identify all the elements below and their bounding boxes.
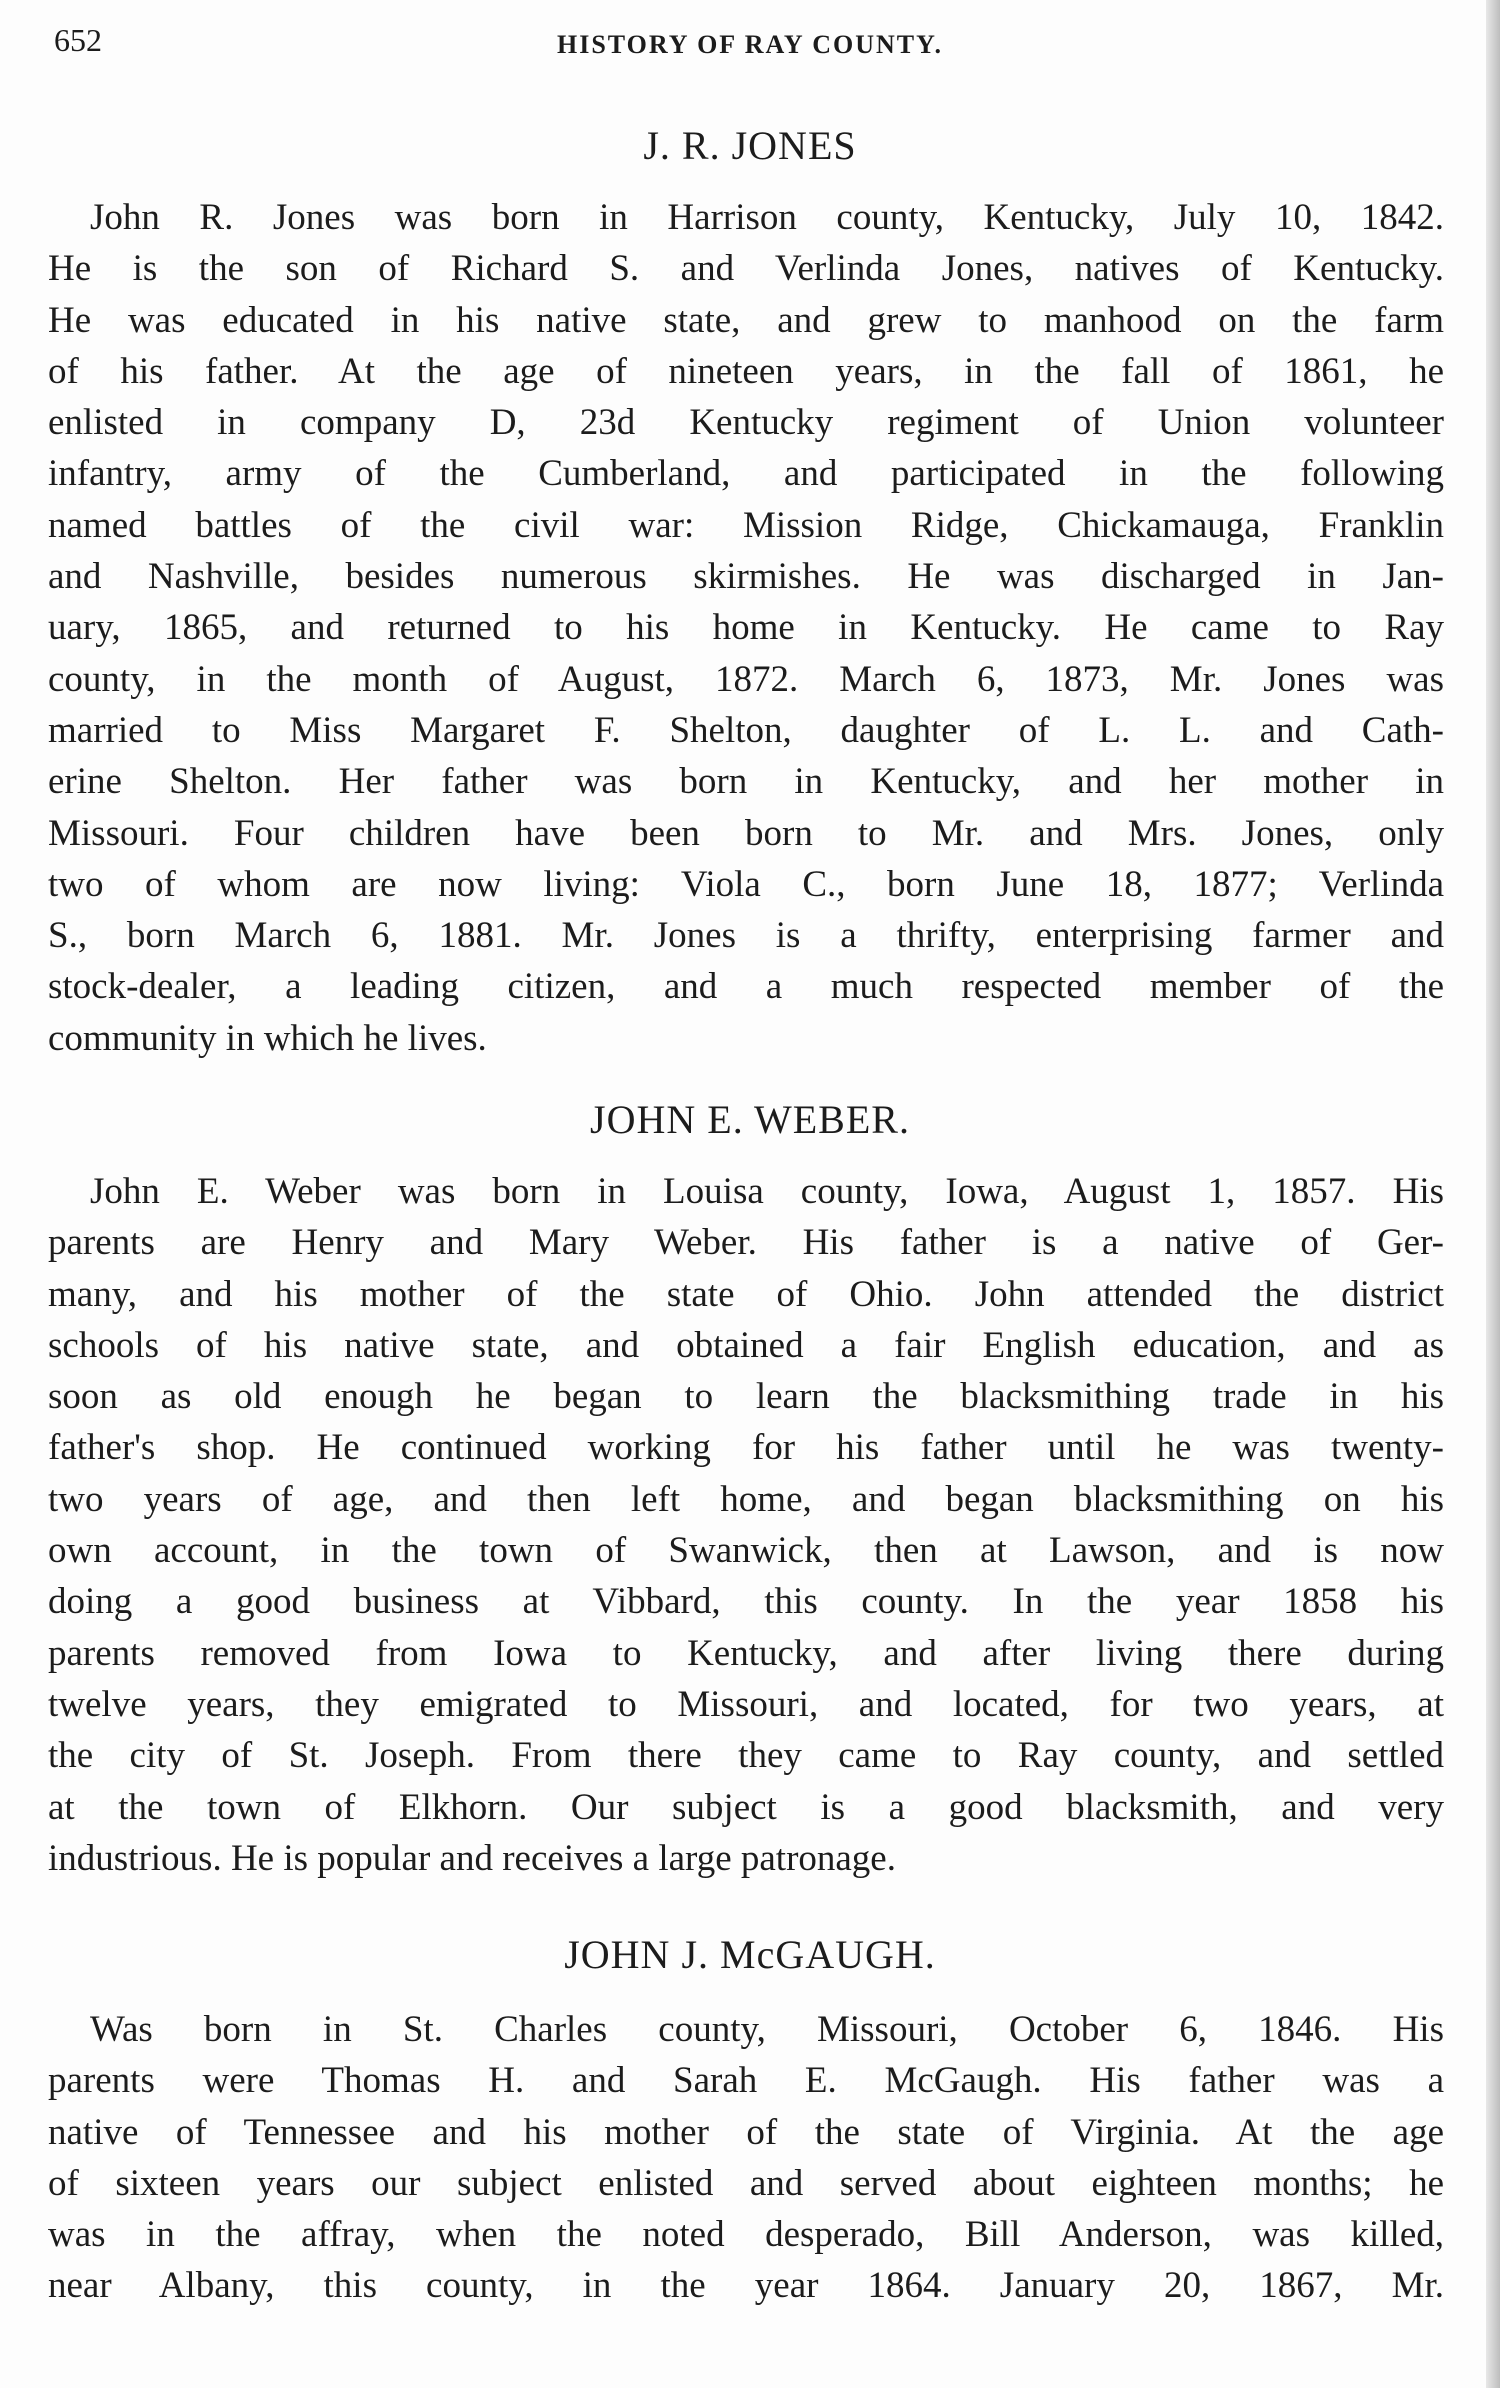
text-line: erine Shelton. Her father was born in Kentucky, and her mother in: [48, 761, 1444, 803]
text-line: industrious. He is popular and receives a large patronage.: [48, 1837, 896, 1879]
text-line: schools of his native state, and obtained a fair English education, and as: [48, 1324, 1444, 1366]
text-line: infantry, army of the Cumberland, and participated in the following: [48, 453, 1444, 495]
text-line: John R. Jones was born in Harrison county, Kentucky, July 10, 1842.: [90, 197, 1444, 238]
text-line: uary, 1865, and returned to his home in Kentucky. He came to Ray: [48, 607, 1444, 649]
text-line: of his father. At the age of nineteen years, in the fall of 1861, he: [48, 350, 1444, 392]
text-line: near Albany, this county, in the year 1864. January 20, 1867, Mr.: [48, 2265, 1444, 2307]
text-line: community in which he lives.: [48, 1017, 487, 1059]
text-line: John E. Weber was born in Louisa county, Iowa, August 1, 1857. His: [90, 1171, 1444, 1212]
text-line: soon as old enough he began to learn the blacksmithing trade in his: [48, 1376, 1444, 1418]
text-line: married to Miss Margaret F. Shelton, daughter of L. L. and Cath-: [48, 709, 1444, 751]
section-heading-mcgaugh: JOHN J. McGAUGH.: [564, 1932, 936, 1977]
text-line: was in the affray, when the noted desperado, Bill Anderson, was killed,: [48, 2214, 1444, 2256]
paragraph-mcgaugh: [48, 2004, 1444, 2312]
running-head: HISTORY OF RAY COUNTY.: [557, 30, 943, 59]
section-heading-jones: J. R. JONES: [643, 123, 857, 168]
text-line: county, in the month of August, 1872. March 6, 1873, Mr. Jones was: [48, 658, 1444, 700]
text-line: own account, in the town of Swanwick, then at Lawson, and is now: [48, 1530, 1444, 1572]
text-line: twelve years, they emigrated to Missouri, and located, for two years, at: [48, 1683, 1444, 1725]
text-line: S., born March 6, 1881. Mr. Jones is a thrifty, enterprising farmer and: [48, 915, 1444, 957]
text-line: named battles of the civil war: Mission Ridge, Chickamauga, Franklin: [48, 504, 1444, 546]
paragraph-weber: [48, 1166, 1444, 1884]
text-line: at the town of Elkhorn. Our subject is a good blacksmith, and very: [48, 1786, 1444, 1828]
text-line: Missouri. Four children have been born to Mr. and Mrs. Jones, only: [48, 812, 1444, 854]
text-line: enlisted in company D, 23d Kentucky regiment of Union volunteer: [48, 402, 1444, 444]
text-line: stock-dealer, a leading citizen, and a much respected member of the: [48, 966, 1444, 1008]
text-line: and Nashville, besides numerous skirmishes. He was discharged in Jan-: [48, 556, 1444, 598]
page-edge: [1486, 0, 1500, 2388]
text-line: He was educated in his native state, and grew to manhood on the farm: [48, 299, 1444, 341]
text-line: doing a good business at Vibbard, this county. In the year 1858 his: [48, 1581, 1444, 1623]
text-line: Was born in St. Charles county, Missouri, October 6, 1846. His: [90, 2009, 1444, 2050]
text-line: parents removed from Iowa to Kentucky, and after living there during: [48, 1632, 1444, 1674]
paragraph-jones: [48, 192, 1444, 1064]
text-line: two of whom are now living: Viola C., born June 18, 1877; Verlinda: [48, 863, 1444, 905]
text-line: He is the son of Richard S. and Verlinda Jones, natives of Kentucky.: [48, 248, 1444, 290]
text-line: native of Tennessee and his mother of the state of Virginia. At the age: [48, 2111, 1444, 2153]
text-line: two years of age, and then left home, and began blacksmithing on his: [48, 1478, 1444, 1520]
text-line: parents are Henry and Mary Weber. His father is a native of Ger-: [48, 1222, 1444, 1264]
text-line: many, and his mother of the state of Ohio. John attended the district: [48, 1273, 1444, 1315]
text-line: parents were Thomas H. and Sarah E. McGaugh. His father was a: [48, 2060, 1444, 2102]
text-line: father's shop. He continued working for his father until he was twenty-: [48, 1427, 1444, 1469]
text-line: of sixteen years our subject enlisted and served about eighteen months; he: [48, 2162, 1444, 2204]
section-heading-weber: JOHN E. WEBER.: [590, 1097, 910, 1142]
text-line: the city of St. Joseph. From there they came to Ray county, and settled: [48, 1735, 1444, 1777]
page-number: 652: [54, 22, 102, 58]
